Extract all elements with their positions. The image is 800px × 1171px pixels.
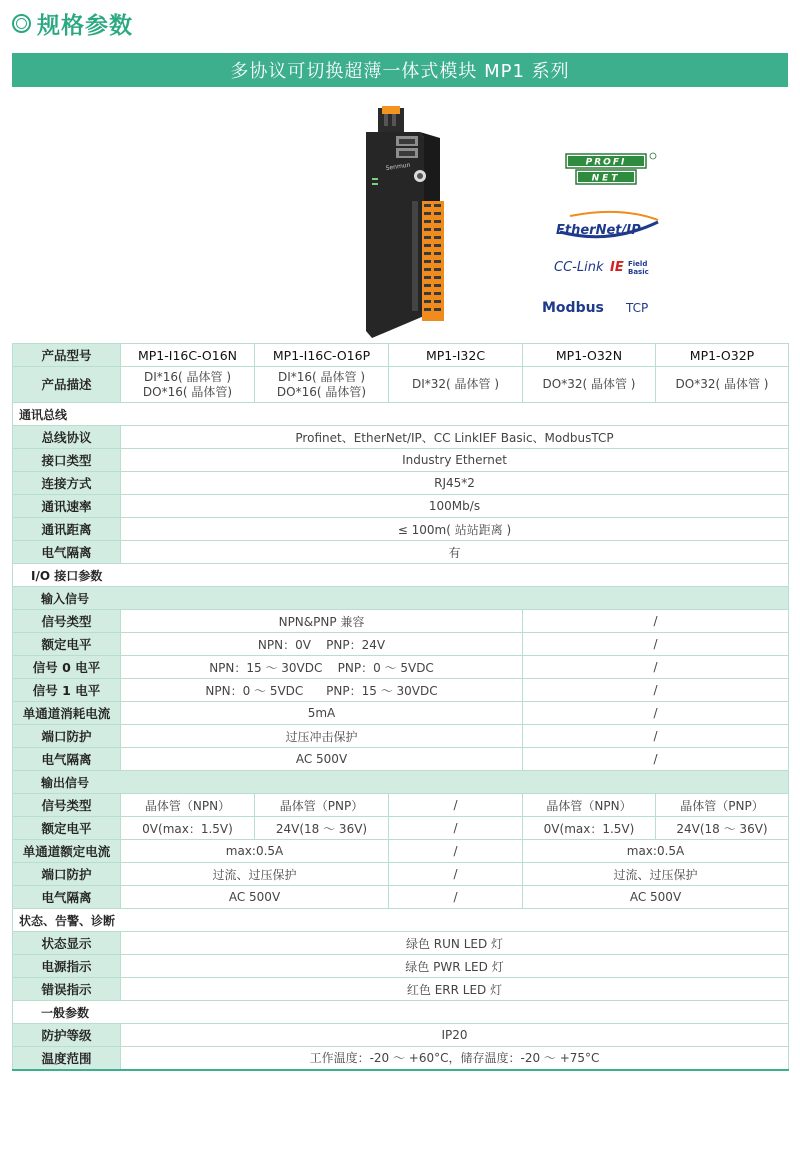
section-title: 规格参数 — [37, 12, 133, 39]
row-value: NPN：15 ～ 30VDC PNP：0 ～ 5VDC — [121, 656, 523, 679]
row-value: 过压冲击保护 — [121, 725, 523, 748]
row-value-na: / — [523, 633, 789, 656]
modbus-tcp-text: TCP — [626, 301, 649, 315]
row-value-na: / — [389, 840, 523, 863]
banner-title: 多协议可切换超薄一体式模块 MP1 系列 — [230, 61, 570, 82]
row-value-na: / — [523, 702, 789, 725]
cclink-text: CC-Link — [554, 260, 604, 275]
row-value-na: / — [389, 817, 523, 840]
desc-line: DI*32( 晶体管 ) — [411, 377, 500, 391]
row-value: ≤ 100m( 站站距离 ) — [121, 518, 789, 541]
spec-row — [13, 817, 789, 840]
row-value: 24V(18 ～ 36V) — [656, 817, 789, 840]
row-label: 端口防护 — [13, 725, 121, 748]
row-label: 错误指示 — [13, 978, 121, 1001]
cclink-ie-text: IE — [610, 260, 624, 275]
row-value: 晶体管（NPN） — [523, 794, 656, 817]
row-value-na: / — [523, 610, 789, 633]
spec-row — [13, 932, 789, 955]
row-value-na: / — [523, 748, 789, 771]
spec-row — [13, 748, 789, 771]
ethernetip-text: EtherNet/IP — [556, 223, 641, 238]
section-row-comm — [13, 403, 789, 426]
row-label: 电气隔离 — [13, 748, 121, 771]
row-value-na: / — [389, 886, 523, 909]
row-label: 电气隔离 — [13, 541, 121, 564]
profinet-logo — [566, 153, 656, 184]
circle-bullet-icon — [12, 14, 31, 33]
modbus-text: Modbus — [542, 300, 604, 316]
row-value: AC 500V — [523, 886, 789, 909]
row-label: 产品描述 — [13, 367, 121, 403]
model-cell: MP1-O32P — [656, 344, 789, 367]
desc-cell — [523, 367, 656, 403]
row-value-na: / — [389, 794, 523, 817]
row-label: 产品型号 — [13, 344, 121, 367]
row-value: 绿色 RUN LED 灯 — [121, 932, 789, 955]
spec-table — [12, 343, 789, 1071]
row-value: max:0.5A — [523, 840, 789, 863]
section-label: I/O 接口参数 — [13, 564, 789, 587]
row-value: 0V(max：1.5V) — [523, 817, 656, 840]
ethernetip-logo — [556, 212, 658, 238]
row-label: 总线协议 — [13, 426, 121, 449]
row-value: NPN&PNP 兼容 — [121, 610, 523, 633]
row-value: RJ45*2 — [121, 472, 789, 495]
desc-line: DI*16( 晶体管 ) — [143, 369, 232, 384]
row-label: 信号类型 — [13, 794, 121, 817]
desc-line: DO*32( 晶体管 ) — [675, 377, 769, 391]
desc-line: DO*16( 晶体管) — [142, 384, 233, 399]
section-label: 状态、告警、诊断 — [13, 909, 789, 932]
row-value: 过流、过压保护 — [523, 863, 789, 886]
row-label: 额定电平 — [13, 633, 121, 656]
section-label: 一般参数 — [13, 1001, 789, 1024]
row-label: 信号类型 — [13, 610, 121, 633]
spec-row — [13, 472, 789, 495]
row-label: 通讯距离 — [13, 518, 121, 541]
row-value-na: / — [523, 679, 789, 702]
desc-line: DO*16( 晶体管) — [276, 384, 367, 399]
desc-cell — [656, 367, 789, 403]
spec-row — [13, 610, 789, 633]
row-value-na: / — [389, 863, 523, 886]
desc-line: DI*16( 晶体管 ) — [277, 369, 366, 384]
subsection-row-input — [13, 587, 789, 610]
spec-row — [13, 426, 789, 449]
spec-row — [13, 449, 789, 472]
spec-row — [13, 679, 789, 702]
row-label: 连接方式 — [13, 472, 121, 495]
row-value: NPN：0V PNP：24V — [121, 633, 523, 656]
section-row-general — [13, 1001, 789, 1024]
subsection-label: 输出信号 — [13, 771, 789, 794]
row-value: Profinet、EtherNet/IP、CC LinkIEF Basic、ModbusTCP — [121, 426, 789, 449]
spec-row — [13, 495, 789, 518]
spec-row — [13, 886, 789, 909]
row-value: AC 500V — [121, 886, 389, 909]
subsection-label: 输入信号 — [13, 587, 789, 610]
section-header — [12, 8, 133, 38]
row-value: IP20 — [121, 1024, 789, 1047]
section-label: 通讯总线 — [13, 403, 789, 426]
row-value: 100Mb/s — [121, 495, 789, 518]
row-value: 有 — [121, 541, 789, 564]
row-value: 24V(18 ～ 36V) — [255, 817, 389, 840]
spec-row — [13, 702, 789, 725]
cclink-basic-text: Basic — [628, 268, 649, 276]
spec-row — [13, 725, 789, 748]
row-value-na: / — [523, 725, 789, 748]
spec-row — [13, 794, 789, 817]
row-label: 端口防护 — [13, 863, 121, 886]
model-cell: MP1-I32C — [389, 344, 523, 367]
spec-row — [13, 518, 789, 541]
spec-row — [13, 955, 789, 978]
spec-row — [13, 863, 789, 886]
row-label: 额定电平 — [13, 817, 121, 840]
row-value: AC 500V — [121, 748, 523, 771]
spec-row — [13, 541, 789, 564]
section-row-status — [13, 909, 789, 932]
protocol-logos — [540, 150, 670, 320]
cclink-field-text: Field — [628, 260, 648, 268]
desc-cell — [255, 367, 389, 403]
spec-row — [13, 978, 789, 1001]
row-label: 接口类型 — [13, 449, 121, 472]
model-cell: MP1-O32N — [523, 344, 656, 367]
model-cell: MP1-I16C-O16N — [121, 344, 255, 367]
row-value: 5mA — [121, 702, 523, 725]
row-value: 绿色 PWR LED 灯 — [121, 955, 789, 978]
series-banner — [12, 53, 788, 87]
product-module-image — [362, 106, 447, 338]
spec-row — [13, 1024, 789, 1047]
profinet-text-bottom: NET — [591, 173, 621, 184]
row-value: 晶体管（PNP） — [255, 794, 389, 817]
row-label: 信号 1 电平 — [13, 679, 121, 702]
model-row — [13, 344, 789, 367]
row-value: 红色 ERR LED 灯 — [121, 978, 789, 1001]
spec-row — [13, 840, 789, 863]
model-cell: MP1-I16C-O16P — [255, 344, 389, 367]
row-label: 单通道额定电流 — [13, 840, 121, 863]
profinet-text-top: PROFI — [585, 157, 627, 168]
subsection-row-output — [13, 771, 789, 794]
spec-row — [13, 633, 789, 656]
desc-cell — [121, 367, 255, 403]
row-value: max:0.5A — [121, 840, 389, 863]
row-value: Industry Ethernet — [121, 449, 789, 472]
row-value: 过流、过压保护 — [121, 863, 389, 886]
row-label: 电气隔离 — [13, 886, 121, 909]
desc-row — [13, 367, 789, 403]
row-value: 晶体管（PNP） — [656, 794, 789, 817]
row-value-na: / — [523, 656, 789, 679]
row-value: 晶体管（NPN） — [121, 794, 255, 817]
row-label: 防护等级 — [13, 1024, 121, 1047]
spec-row — [13, 1047, 789, 1070]
row-label: 信号 0 电平 — [13, 656, 121, 679]
row-label: 温度范围 — [13, 1047, 121, 1070]
row-value: NPN：0 ～ 5VDC PNP：15 ～ 30VDC — [121, 679, 523, 702]
desc-line: DO*32( 晶体管 ) — [542, 377, 636, 391]
brand-text: Senmun — [385, 161, 411, 172]
row-value: 工作温度：-20 ～ +60°C，储存温度：-20 ～ +75°C — [121, 1047, 789, 1070]
row-label: 电源指示 — [13, 955, 121, 978]
modbus-logo — [542, 300, 648, 316]
spec-row — [13, 656, 789, 679]
desc-cell — [389, 367, 523, 403]
row-label: 单通道消耗电流 — [13, 702, 121, 725]
section-row-io — [13, 564, 789, 587]
row-label: 通讯速率 — [13, 495, 121, 518]
cclink-logo — [554, 260, 649, 276]
row-label: 状态显示 — [13, 932, 121, 955]
row-value: 0V(max：1.5V) — [121, 817, 255, 840]
